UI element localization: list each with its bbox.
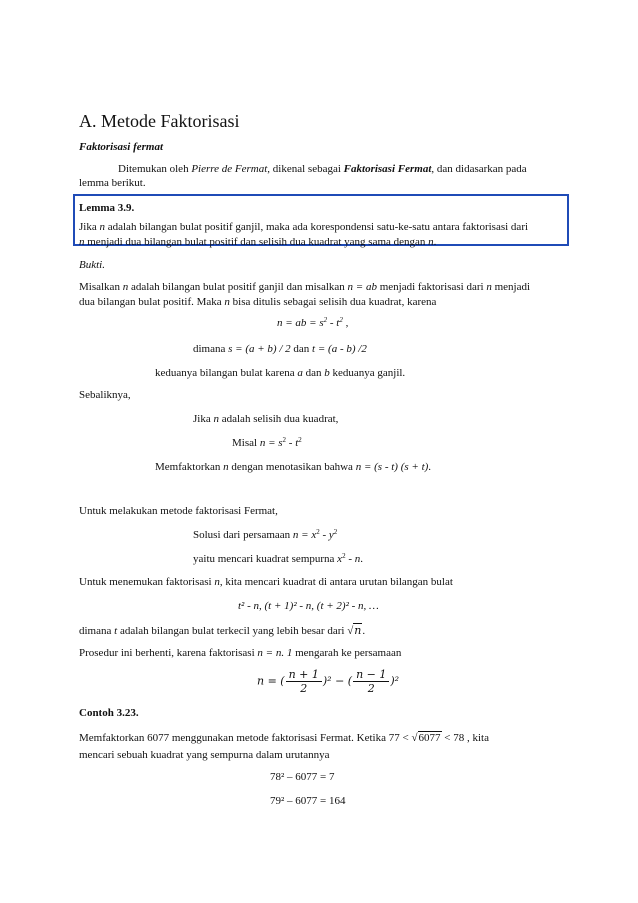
misal-line: Misal $n = s^2 - t^2$ bbox=[232, 436, 302, 449]
subheading: Faktorisasi fermat bbox=[79, 141, 164, 153]
method-intro: Untuk melakukan metode faktorisasi Fermat, bbox=[79, 505, 278, 517]
sqrt-symbol: √ bbox=[411, 732, 418, 744]
memfaktorkan-line: Memfaktorkan n dengan menotasikan bahwa n = (s - t) (s + t). bbox=[155, 461, 432, 473]
solusi-line: Solusi dari persamaan $n = x^2 - y^2$ bbox=[193, 528, 338, 541]
sebaliknya-line: Sebaliknya, bbox=[79, 389, 131, 401]
dimana-line: dimana s = (a + b) / 2 dan t = (a - b) /2 bbox=[193, 343, 367, 355]
sequence-line: t² - n, (t + 1)² - n, (t + 2)² - n, … bbox=[238, 600, 379, 612]
example-calc-1: 78² – 6077 = 7 bbox=[270, 771, 335, 783]
yaitu-line: yaitu mencari kuadrat sempurna $x^2$ - n. bbox=[193, 552, 363, 565]
proof-line1: Misalkan n adalah bilangan bulat positif ganjil dan misalkan n = ab menjadi faktorisasi dari n menjadi bbox=[79, 281, 531, 293]
sqrt-symbol: √ bbox=[347, 625, 354, 637]
example-calc-2: 79² – 6077 = 164 bbox=[270, 795, 346, 807]
proof-line2: dua bilangan bulat positif. Maka n bisa ditulis sebagai selisih dua kuadrat, karena bbox=[79, 296, 437, 308]
fraction-minus: $\frac{n - 1}{2}$ bbox=[353, 668, 389, 695]
section-heading: A. Metode Faktorisasi bbox=[79, 111, 240, 131]
lemma-label: Lemma 3.9. bbox=[79, 202, 135, 214]
lemma-text-line1: Jika n adalah bilangan bulat positif ganjil, maka ada korespondensi satu-ke-satu antara faktorisasi dari bbox=[79, 221, 529, 233]
example-line1: Memfaktorkan 6077 menggunakan metode faktorisasi Fermat. Ketika 77 < √6077 < 78 , kita bbox=[79, 732, 489, 744]
fermat-name: Pierre de Fermat bbox=[191, 163, 268, 175]
faktorisasi-fermat-term: Faktorisasi Fermat bbox=[343, 163, 432, 175]
lemma-text-line2: n menjadi dua bilangan bulat positif dan selisih dua kuadrat yang sama dengan n. bbox=[79, 236, 437, 248]
jika-line: Jika n adalah selisih dua kuadrat, bbox=[193, 413, 339, 425]
intro-paragraph-line1: Ditemukan oleh Pierre de Fermat, dikenal sebagai Faktorisasi Fermat, dan didasarkan pada bbox=[118, 163, 527, 175]
prosedur-line: Prosedur ini berhenti, karena faktorisasi n = n. 1 mengarah ke persamaan bbox=[79, 647, 402, 659]
fraction-plus: $\frac{n + 1}{2}$ bbox=[286, 668, 322, 695]
example-line2: mencari sebuah kuadrat yang sempurna dalam urutannya bbox=[79, 749, 330, 761]
example-label: Contoh 3.23. bbox=[79, 707, 139, 719]
equation-n-ab: n = ab = $s^2 - t^2$ , bbox=[277, 316, 349, 329]
fermat-formula: n = ( $\frac{n + 1}{2}$ )² − ( $\frac{n - 1}{2}$ )² bbox=[257, 668, 400, 695]
dimana-t-line: dimana t adalah bilangan bulat terkecil yang lebih besar dari √n. bbox=[79, 624, 366, 637]
untuk-menemukan-line: Untuk menemukan faktorisasi n, kita mencari kuadrat di antara urutan bilangan bulat bbox=[79, 576, 453, 588]
proof-label: Bukti. bbox=[79, 259, 105, 271]
intro-paragraph-line2: lemma berikut. bbox=[79, 177, 146, 189]
keduanya-line: keduanya bilangan bulat karena a dan b keduanya ganjil. bbox=[155, 367, 406, 379]
